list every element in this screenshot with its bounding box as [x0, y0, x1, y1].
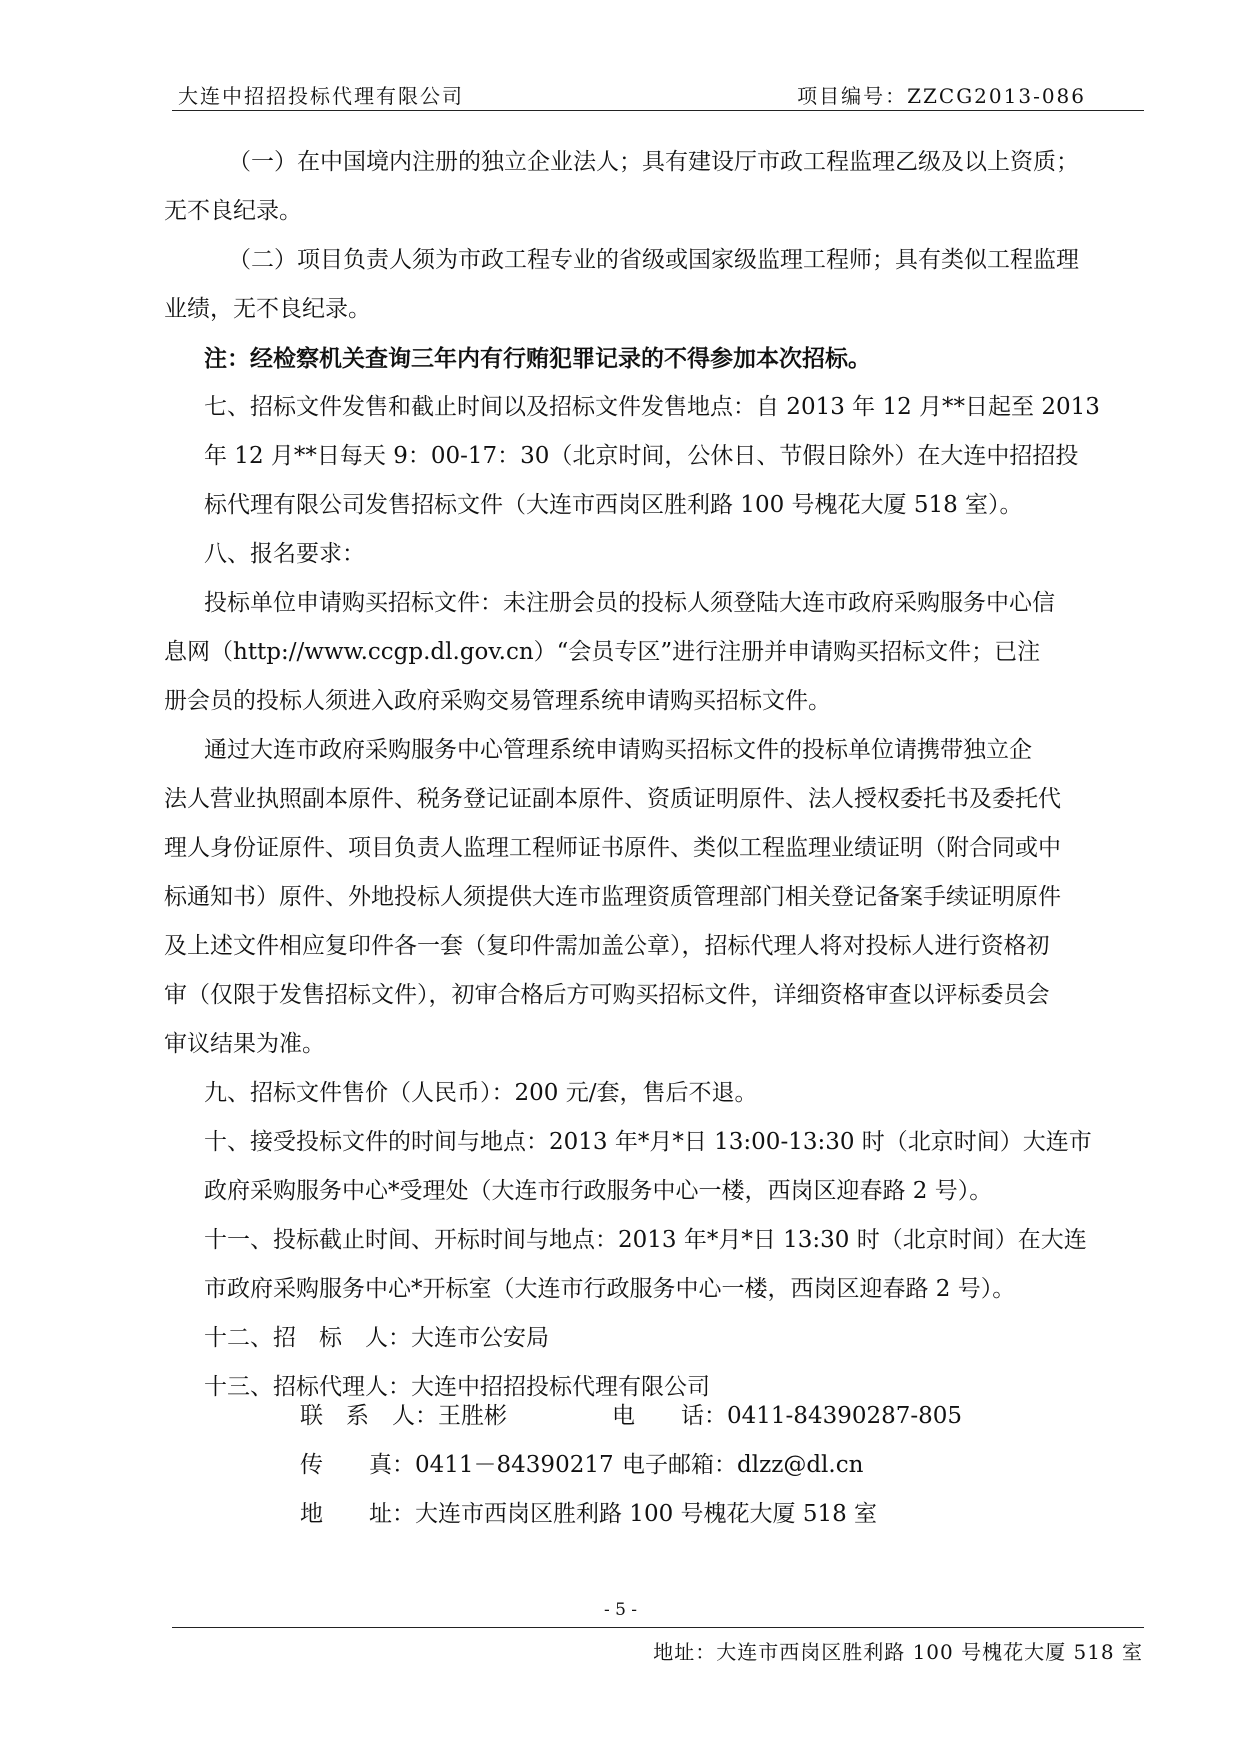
- paragraph-section-12: [204, 1314, 1148, 1363]
- text-line: 十一、投标截止时间、开标时间与地点：2013 年*月*日 13:30 时（北京时间）在大连: [204, 1227, 1087, 1253]
- contact-fax: 传 真：0411－84390217: [300, 1452, 614, 1478]
- text-line: 政府采购服务中心*受理处（大连市行政服务中心一楼，西岗区迎春路 2 号）。: [204, 1178, 993, 1204]
- text-line: 投标单位申请购买招标文件：未注册会员的投标人须登陆大连市政府采购服务中心信: [204, 590, 1055, 616]
- paragraph-section-11: [204, 1216, 1148, 1314]
- text-line: 八、报名要求：: [204, 541, 365, 567]
- text-line: 十、接受投标文件的时间与地点：2013 年*月*日 13:00-13:30 时（北京时间）大连市: [204, 1129, 1092, 1155]
- paragraph-qualification-1: [164, 138, 1148, 236]
- paragraph-section-8: [204, 530, 1148, 579]
- text-line: 审（仅限于发售招标文件），初审合格后方可购买招标文件，详细资格审查以评标委员会: [164, 982, 1050, 1008]
- text-line: 法人营业执照副本原件、税务登记证副本原件、资质证明原件、法人授权委托书及委托代: [164, 786, 1061, 812]
- contact-email: 电子邮箱：dlzz@dl.cn: [622, 1452, 864, 1478]
- page-header: [172, 76, 1144, 111]
- text-line: 理人身份证原件、项目负责人监理工程师证书原件、类似工程监理业绩证明（附合同或中: [164, 835, 1061, 861]
- paragraph-section-7: [204, 383, 1148, 530]
- contact-address: 地 址：大连市西岗区胜利路 100 号槐花大厦 518 室: [300, 1501, 878, 1527]
- text-line: （一）在中国境内注册的独立企业法人；具有建设厅市政工程监理乙级及以上资质；: [228, 149, 1079, 175]
- paragraph-section-10: [204, 1118, 1148, 1216]
- text-line: 市政府采购服务中心*开标室（大连市行政服务中心一楼，西岗区迎春路 2 号）。: [204, 1276, 1016, 1302]
- text-line: 十三、招标代理人：大连中招招投标代理有限公司: [204, 1374, 710, 1400]
- text-line: 册会员的投标人须进入政府采购交易管理系统申请购买招标文件。: [164, 688, 831, 714]
- paragraph-registration: [164, 579, 1148, 726]
- text-line: 息网（http://www.ccgp.dl.gov.cn）“会员专区”进行注册并申请购买招标文件；已注: [164, 639, 1041, 665]
- text-line: 通过大连市政府采购服务中心管理系统申请购买招标文件的投标单位请携带独立企: [204, 737, 1032, 763]
- text-line: （二）项目负责人须为市政工程专业的省级或国家级监理工程师；具有类似工程监理: [228, 247, 1079, 273]
- text-line: 七、招标文件发售和截止时间以及招标文件发售地点：自 2013 年 12 月**日起至 2013: [204, 394, 1100, 420]
- text-line: 九、招标文件售价（人民币）：200 元/套，售后不退。: [204, 1080, 758, 1106]
- text-line: 年 12 月**日每天 9：00-17：30（北京时间，公休日、节假日除外）在大连中招招投: [204, 443, 1079, 469]
- text-line: 标代理有限公司发售招标文件（大连市西岗区胜利路 100 号槐花大厦 518 室）。: [204, 492, 1023, 518]
- paragraph-required-documents: [164, 726, 1148, 1069]
- contact-phone: 电 话：0411-84390287-805: [612, 1403, 963, 1429]
- header-project-number: 项目编号：ZZCG2013-086: [797, 84, 1086, 108]
- text-line: 业绩，无不良纪录。: [164, 296, 371, 322]
- footer-divider: [172, 1627, 1144, 1628]
- text-line: 注：经检察机关查询三年内有行贿犯罪记录的不得参加本次招标。: [204, 345, 871, 372]
- text-line: 及上述文件相应复印件各一套（复印件需加盖公章），招标代理人将对投标人进行资格初: [164, 933, 1050, 959]
- header-company: 大连中招招投标代理有限公司: [178, 84, 464, 108]
- note-paragraph: [204, 334, 1148, 383]
- text-line: 标通知书）原件、外地投标人须提供大连市监理资质管理部门相关登记备案手续证明原件: [164, 884, 1061, 910]
- paragraph-section-9: [204, 1069, 1148, 1118]
- text-line: 无不良纪录。: [164, 198, 302, 224]
- page-number: - 5 -: [603, 1600, 638, 1620]
- footer-address: 地址：大连市西岗区胜利路 100 号槐花大厦 518 室: [653, 1640, 1143, 1664]
- paragraph-qualification-2: [164, 236, 1148, 334]
- text-line: 审议结果为准。: [164, 1031, 325, 1057]
- contact-person: 联 系 人：王胜彬: [300, 1403, 507, 1429]
- text-line: 十二、招 标 人：大连市公安局: [204, 1325, 549, 1351]
